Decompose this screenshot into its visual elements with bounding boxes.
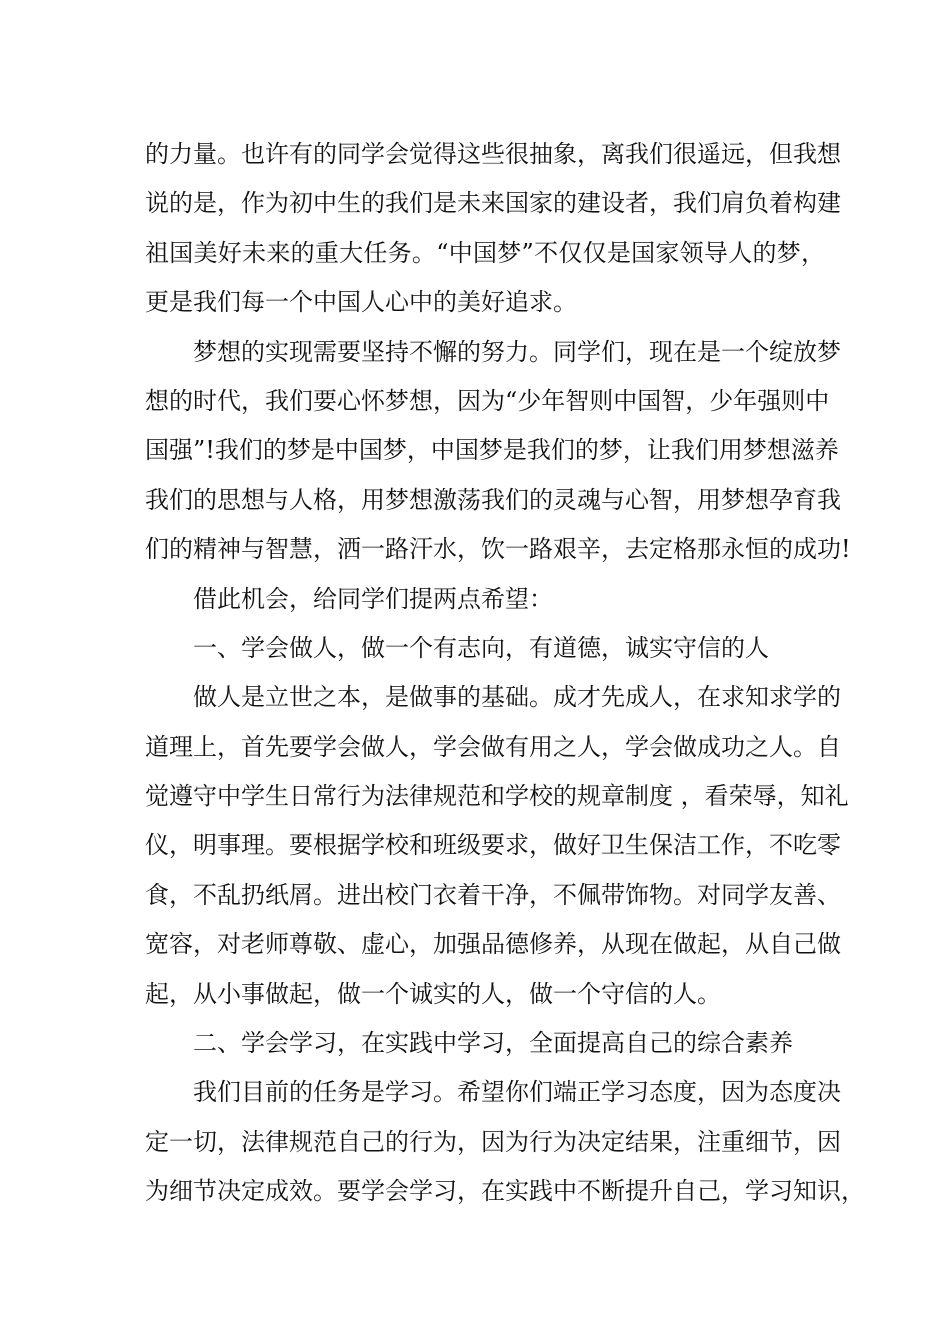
text-line: 起，从小事做起，做一个诚实的人，做一个守信的人。 (145, 979, 721, 1008)
text-line: 更是我们每一个中国人心中的美好追求。 (145, 288, 577, 317)
text-line: 觉遵守中学生日常行为法律规范和学校的规章制度 ，看荣辱，知礼 (145, 782, 849, 811)
text-line: 借此机会，给同学们提两点希望： (193, 584, 553, 613)
text-line: 说的是，作为初中生的我们是未来国家的建设者，我们肩负着构建 (145, 189, 841, 218)
text-line: 们的精神与智慧，洒一路汗水，饮一路艰辛，去定格那永恒的成功! (145, 535, 851, 564)
text-line: 我们的思想与人格，用梦想激荡我们的灵魂与心智，用梦想孕育我 (145, 485, 841, 514)
text-line: 道理上，首先要学会做人，学会做有用之人，学会做成功之人。自 (145, 732, 841, 761)
section-heading: 二、学会学习，在实践中学习，全面提高自己的综合素养 (193, 1029, 793, 1058)
text-line: 的力量。也许有的同学会觉得这些很抽象，离我们很遥远，但我想 (145, 140, 841, 168)
text-line: 梦想的实现需要坚持不懈的努力。同学们，现在是一个绽放梦 (193, 337, 841, 366)
text-line: 我们目前的任务是学习。希望你们端正学习态度，因为态度决 (193, 1078, 841, 1107)
text-line: 定一切，法律规范自己的行为，因为行为决定结果，注重细节，因 (145, 1127, 841, 1156)
text-line: 宽容，对老师尊敬、虚心，加强品德修养，从现在做起，从自己做 (145, 930, 841, 959)
text-line: 仪，明事理。要根据学校和班级要求，做好卫生保洁工作，不吃零 (145, 831, 841, 860)
section-heading: 一、学会做人，做一个有志向，有道德，诚实守信的人 (193, 633, 769, 662)
text-line: 做人是立世之本，是做事的基础。成才先成人，在求知求学的 (193, 683, 841, 712)
text-line: 国强”!我们的梦是中国梦，中国梦是我们的梦，让我们用梦想滋养 (145, 436, 839, 465)
text-line: 为细节决定成效。要学会学习，在实践中不断提升自己，学习知识， (145, 1177, 865, 1206)
document-body (145, 130, 865, 1217)
text-line: 想的时代，我们要心怀梦想，因为“少年智则中国智，少年强则中 (145, 386, 830, 415)
text-line: 食，不乱扔纸屑。进出校门衣着干净，不佩带饰物。对同学友善、 (145, 880, 841, 909)
text-line: 祖国美好未来的重大任务。“中国梦”不仅仅是国家领导人的梦， (145, 238, 825, 267)
